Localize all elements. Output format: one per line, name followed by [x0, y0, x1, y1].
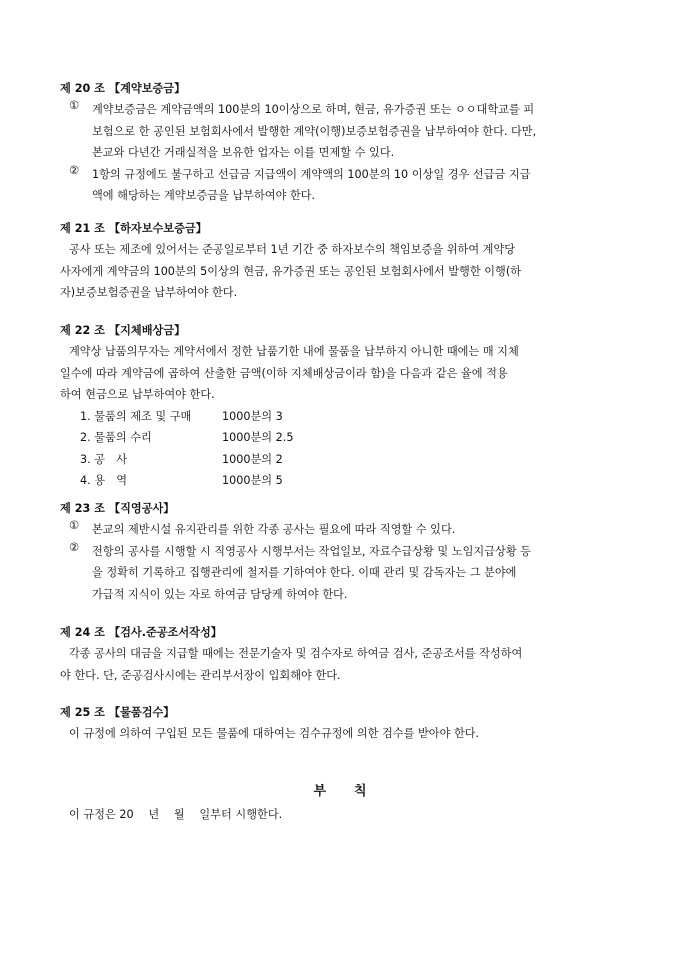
item-rate: 1000분의 3 [222, 409, 283, 423]
list-item [60, 427, 630, 449]
article-line: 자)보증보험증권을 납부하여야 한다. [60, 286, 238, 299]
clause-line: 액에 해당하는 계약보증금을 납부하여야 한다. [92, 189, 316, 202]
article-number: 제 23 조 [60, 502, 105, 515]
article-title: 【지체배상금】 [108, 324, 186, 337]
article-21 [60, 220, 630, 304]
article-title: 【직영공사】 [108, 502, 175, 515]
list-item [60, 449, 630, 471]
article-title: 【하자보수보증금】 [108, 222, 207, 235]
article-line: 각종 공사의 대금을 지급할 때에는 전문기술자 및 검수자로 하여금 검사, 준공조서를 작성하여 [69, 647, 523, 660]
item-name: 1. 물품의 제조 및 구매 [80, 409, 192, 423]
article-line: 사자에게 계약금의 100분의 5이상의 현금, 유가증권 또는 공인된 보험회사에서 발행한 이행(하 [60, 264, 522, 278]
item-rate: 1000분의 2.5 [222, 431, 294, 444]
clause-line: 보험으로 한 공인된 보험회사에서 발행한 계약(이행)보증보험증권을 납부하여야 한다. 다만, [92, 124, 537, 138]
article-heading [60, 500, 630, 517]
article-heading [60, 80, 630, 97]
clause-line: 가급적 지식이 있는 자로 하여금 담당케 하여야 한다. [92, 587, 348, 601]
article-line: 야 한다. 단, 준공검사시에는 관리부서장이 입회해야 한다. [60, 668, 341, 682]
article-number: 제 21 조 [60, 222, 105, 235]
clause-line: 본교와 다년간 거래실적을 보유한 업자는 이를 면제할 수 있다. [92, 146, 395, 159]
clause [60, 164, 630, 207]
article-22 [60, 322, 630, 492]
addenda-title-left: 부 [313, 784, 326, 799]
addenda-title [0, 780, 680, 799]
addenda-title-right: 칙 [354, 784, 367, 799]
article-23 [60, 500, 630, 605]
clause-mark: ① [69, 519, 80, 532]
article-heading [60, 704, 630, 721]
item-name: 3. 공 사 [80, 452, 128, 466]
article-number: 제 25 조 [60, 706, 105, 719]
item-name: 2. 물품의 수리 [80, 431, 152, 444]
article-heading [60, 220, 630, 237]
clause-line: 본교의 제반시설 유지관리를 위한 각종 공사는 필요에 따라 직영할 수 있다. [92, 523, 456, 536]
article-title: 【계약보증금】 [108, 82, 186, 95]
article-line: 일수에 따라 계약금에 곱하여 산출한 금액(이하 지체배상금이라 함)을 다음과 같은 율에 적용 [60, 366, 508, 380]
item-rate: 1000분의 5 [222, 474, 283, 487]
article-line: 이 규정에 의하여 구입된 모든 물품에 대하여는 검수규정에 의한 검수를 받아야 한다. [69, 727, 480, 740]
article-number: 제 24 조 [60, 626, 105, 639]
clause [60, 541, 630, 606]
article-line: 공사 또는 제조에 있어서는 준공일로부터 1년 기간 중 하자보수의 책임보증을 위하여 계약당 [69, 243, 516, 256]
item-rate: 1000분의 2 [222, 452, 283, 466]
list-item [60, 406, 630, 428]
clause [60, 519, 630, 541]
article-number: 제 20 조 [60, 82, 105, 95]
clause-mark: ② [69, 163, 80, 177]
article-title: 【물품검수】 [108, 706, 175, 719]
addenda-text: 이 규정은 20 년 월 일부터 시행한다. [69, 808, 283, 821]
clause-line: 전항의 공사를 시행할 시 직영공사 시행부서는 작업일보, 자료수급상황 및 노임지급상황 등 [92, 544, 531, 558]
article-25 [60, 704, 630, 745]
article-20 [60, 80, 630, 207]
article-24 [60, 624, 630, 686]
list-item [60, 470, 630, 492]
clause-mark: ② [69, 540, 80, 554]
item-name: 4. 용 역 [80, 474, 128, 487]
clause-line: 계약보증금은 계약금액의 100분의 10이상으로 하며, 현금, 유가증권 또는 ㅇㅇ대학교를 피 [92, 103, 535, 116]
clause [60, 99, 630, 164]
article-heading [60, 624, 630, 641]
clause-line: 1항의 규정에도 불구하고 선급금 지급액이 계약액의 100분의 10 이상일 경우 선급금 지급 [92, 167, 531, 181]
article-line: 하여 현금으로 납부하여야 한다. [60, 388, 215, 401]
clause-line: 을 정확히 기록하고 집행관리에 철저를 기하여야 한다. 이때 관리 및 감독자는 그 분야에 [92, 566, 517, 579]
clause-mark: ① [69, 99, 80, 112]
article-heading [60, 322, 630, 339]
article-title: 【검사.준공조서작성】 [108, 626, 222, 639]
article-line: 계약상 납품의무자는 계약서에서 정한 납품기한 내에 물품을 납부하지 아니한 때에는 매 지체 [69, 345, 519, 358]
article-number: 제 22 조 [60, 324, 105, 337]
